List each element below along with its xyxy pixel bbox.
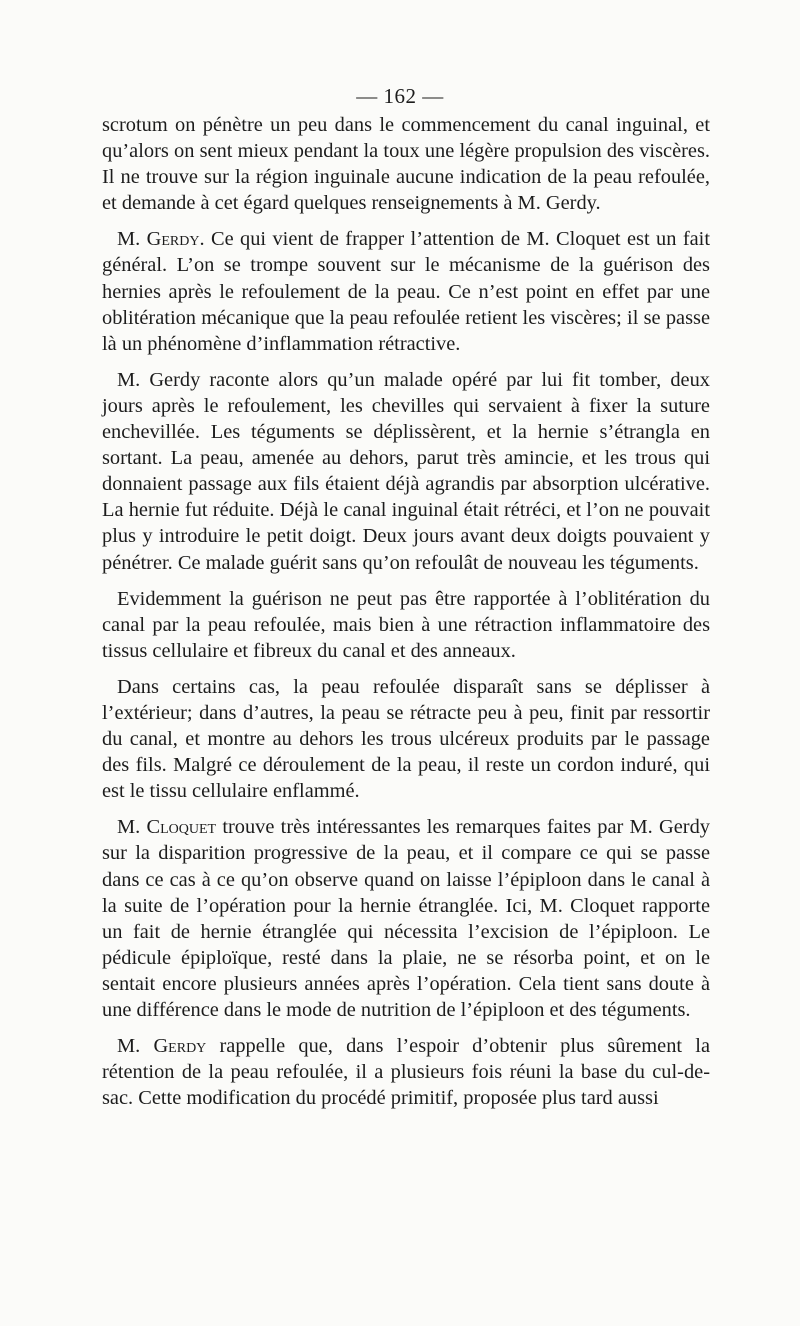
- paragraph-text: M. Gerdy raconte alors qu’un malade opéré par lui fit tomber, deux jours après le refoulement, les chevilles qui servaient à fixer la suture enchevillée. Les téguments se déplissèrent, et la hernie s’étrangla en sortant. La peau, amenée au dehors, parut très amincie, et les trous qui donnaient passage aux fils étaient déjà agrandis par absorption ulcérative. La hernie fut réduite. Déjà le canal inguinal était rétréci, et l’on ne pouvait plus y introduire le petit doigt. Deux jours avant deux doigts pouvaient y pénétrer. Ce malade guérit sans qu’on refoulât de nouveau les téguments.: [102, 368, 710, 574]
- paragraph-text: scrotum on pénètre un peu dans le commencement du canal inguinal, et qu’alors on sent mieux pendant la toux une légère propulsion des viscères. Il ne trouve sur la région inguinale aucune indication de la peau refoulée, et demande à cet égard quelques renseignements à M. Gerdy.: [102, 114, 710, 215]
- paragraph-4: [102, 586, 710, 664]
- paragraph-1: [102, 112, 710, 216]
- speaker-prefix: M.: [117, 228, 141, 251]
- paragraph-7: [102, 1033, 710, 1111]
- paragraph-6: [102, 814, 710, 1023]
- paragraph-5: [102, 674, 710, 804]
- speaker-name: Cloquet: [146, 816, 217, 839]
- speaker-name: Gerdy: [153, 1035, 207, 1058]
- paragraph-text: Evidemment la guérison ne peut pas être rapportée à l’oblitération du canal par la peau refoulée, mais bien à une rétraction inflammatoire des tissus cellulaire et fibreux du canal et des anneaux.: [102, 587, 710, 662]
- speaker-prefix: M.: [117, 1035, 141, 1058]
- page-number: — 162 —: [356, 84, 444, 108]
- speaker-prefix: M.: [117, 816, 141, 839]
- paragraph-3: [102, 367, 710, 576]
- paragraph-text: . Ce qui vient de frapper l’attention de M. Cloquet est un fait général. L’on se trompe souvent sur le mécanisme de la guérison des hernies après le refoulement de la peau. Ce n’est point en effet par une oblitération mécanique que la peau refoulée retient les viscères; il se passe là un phénomène d’inflammation rétractive.: [102, 228, 710, 355]
- body-text: [102, 112, 710, 1121]
- paragraph-text: trouve très intéressantes les remarques faites par M. Gerdy sur la disparition progressive de la peau, et il compare ce qui se passe dans ce cas à ce qu’on observe quand on laisse l’épiploon dans le canal à la suite de l’opération pour la hernie étranglée. Ici, M. Cloquet rapporte un fait de hernie étranglée qui nécessita l’excision de l’épiploon. Le pédicule épiploïque, resté dans la plaie, ne se résorba point, et on le sentait encore plusieurs années après l’opération. Cela tient sans doute à une différence dans le mode de nutrition de l’épiploon et des téguments.: [102, 816, 710, 1021]
- paragraph-text: Dans certains cas, la peau refoulée disparaît sans se déplisser à l’extérieur; dans d’autres, la peau se rétracte peu à peu, finit par ressortir du canal, et montre au dehors les trous ulcéreux produits par le passage des fils. Malgré ce déroulement de la peau, il reste un cordon induré, qui est le tissu cellulaire enflammé.: [102, 675, 710, 803]
- speaker-name: Gerdy: [146, 228, 200, 251]
- paragraph-2: [102, 226, 710, 356]
- paragraph-text: rappelle que, dans l’espoir d’obtenir plus sûrement la rétention de la peau refoulée, il a plusieurs fois réuni la base du cul-de-sac. Cette modification du procédé primitif, proposée plus tard aussi: [102, 1035, 710, 1110]
